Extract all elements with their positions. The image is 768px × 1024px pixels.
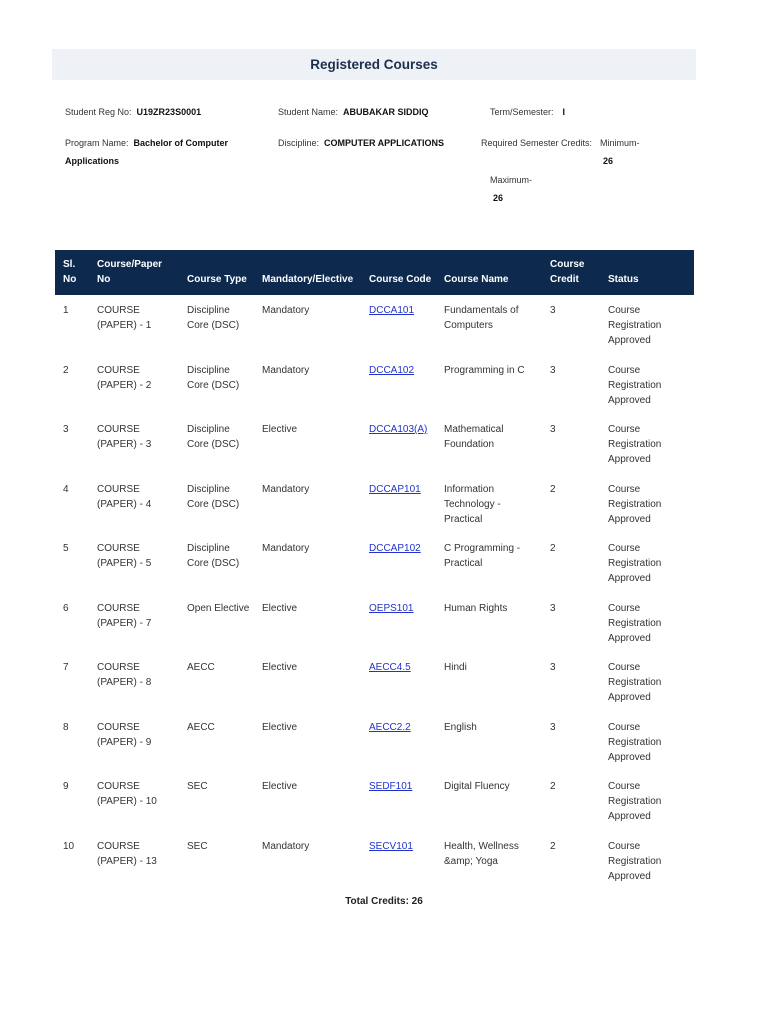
cell-sl-no: 5: [63, 543, 69, 554]
table-row: [55, 771, 694, 831]
cell-course-paper-no: COURSE (PAPER) - 5: [97, 543, 152, 569]
cell-course-type: SEC: [187, 781, 208, 792]
cell-status: Course Registration Approved: [608, 543, 662, 584]
cell-course-credit: 3: [550, 305, 556, 316]
cell-course-paper-no: COURSE (PAPER) - 7: [97, 602, 152, 629]
cell-course-type: SEC: [187, 840, 208, 852]
cell-sl-no: 3: [63, 424, 69, 435]
maximum-label: Maximum-: [490, 175, 532, 185]
cell-mandatory-elective: Elective: [262, 662, 298, 673]
cell-course-type: Discipline Core (DSC): [187, 543, 240, 569]
cell-sl-no: 4: [63, 483, 69, 495]
header-status: Status: [600, 250, 694, 295]
cell-sl-no: 2: [63, 364, 69, 376]
header-course-credit: Course Credit: [542, 250, 600, 295]
cell-course-code: [361, 295, 436, 355]
cell-course-name: C Programming - Practical: [444, 543, 521, 569]
cell-course-code: [361, 652, 436, 712]
cell-status: Course Registration Approved: [608, 781, 662, 822]
cell-sl-no: 9: [63, 781, 69, 792]
cell-course-code: [361, 712, 436, 772]
minimum-value: 26: [603, 156, 614, 166]
cell-course-paper-no: COURSE (PAPER) - 13: [97, 840, 157, 867]
table-row: [55, 414, 694, 474]
cell-status: Course Registration Approved: [608, 662, 662, 703]
cell-status: Course Registration Approved: [608, 305, 662, 346]
cell-status: Course Registration Approved: [608, 364, 662, 406]
cell-course-name: Digital Fluency: [444, 781, 510, 792]
student-name-value: ABUBAKAR SIDDIQ: [343, 107, 429, 117]
credits-label: Required Semester Credits:: [481, 138, 593, 148]
reg-no-value: U19ZR23S0001: [136, 107, 202, 117]
cell-course-paper-no: COURSE (PAPER) - 1: [97, 305, 152, 331]
cell-course-code: [361, 474, 436, 534]
course-code-link[interactable]: SEDF101: [369, 781, 413, 792]
cell-course-type: Open Elective: [187, 602, 250, 614]
course-code-link[interactable]: DCCA103(A): [369, 424, 428, 435]
cell-course-type: Discipline Core (DSC): [187, 364, 240, 391]
cell-course-type: Discipline Core (DSC): [187, 305, 240, 331]
cell-status: Course Registration Approved: [608, 721, 662, 763]
minimum-label: Minimum-: [600, 138, 640, 148]
table-header-row: [55, 250, 694, 295]
table-row: [55, 474, 694, 534]
cell-course-paper-no: COURSE (PAPER) - 8: [97, 662, 152, 688]
discipline-value: COMPUTER APPLICATIONS: [324, 138, 445, 148]
course-code-link[interactable]: DCCA102: [369, 364, 415, 376]
cell-mandatory-elective: Elective: [262, 602, 298, 614]
term-field: [490, 103, 565, 121]
term-value: I: [562, 107, 566, 117]
cell-course-credit: 2: [550, 543, 556, 554]
reg-no-field: [65, 103, 201, 121]
cell-sl-no: 10: [63, 840, 75, 852]
page-title: Registered Courses: [310, 57, 438, 72]
cell-status: Course Registration Approved: [608, 602, 662, 644]
cell-course-name: Mathematical Foundation: [444, 424, 504, 450]
course-code-link[interactable]: AECC2.2: [369, 721, 411, 733]
cell-status: Course Registration Approved: [608, 840, 662, 882]
header-course-name: Course Name: [436, 250, 542, 295]
course-code-link[interactable]: DCCA101: [369, 305, 415, 316]
cell-mandatory-elective: Mandatory: [262, 840, 310, 852]
cell-course-paper-no: COURSE (PAPER) - 3: [97, 424, 152, 450]
cell-course-name: Hindi: [444, 662, 467, 673]
title-bar: [52, 49, 696, 80]
header-mandatory-elective: Mandatory/Elective: [254, 250, 361, 295]
student-name-field: [278, 103, 429, 121]
cell-course-code: [361, 831, 436, 891]
cell-course-credit: 3: [550, 662, 556, 673]
table-row: [55, 295, 694, 355]
cell-course-paper-no: COURSE (PAPER) - 2: [97, 364, 152, 391]
cell-course-name: Programming in C: [444, 364, 525, 376]
cell-course-paper-no: COURSE (PAPER) - 10: [97, 781, 157, 807]
cell-course-paper-no: COURSE (PAPER) - 4: [97, 483, 152, 510]
cell-course-paper-no: COURSE (PAPER) - 9: [97, 721, 152, 748]
program-label: Program Name:: [65, 138, 129, 148]
table-row: [55, 593, 694, 653]
cell-status: Course Registration Approved: [608, 424, 662, 465]
table-body: [55, 295, 694, 890]
cell-course-type: Discipline Core (DSC): [187, 424, 240, 450]
cell-course-name: Information Technology - Practical: [444, 483, 501, 525]
cell-course-code: [361, 771, 436, 831]
cell-sl-no: 7: [63, 662, 69, 673]
maximum-value: 26: [493, 193, 504, 203]
maximum-field: [490, 171, 532, 207]
table-row: [55, 831, 694, 891]
term-label: Term/Semester:: [490, 107, 554, 117]
cell-status: Course Registration Approved: [608, 483, 662, 525]
cell-mandatory-elective: Elective: [262, 721, 298, 733]
cell-course-credit: 2: [550, 781, 556, 792]
cell-course-name: Health, Wellness &amp; Yoga: [444, 840, 519, 867]
student-name-label: Student Name:: [278, 107, 339, 117]
cell-course-credit: 3: [550, 424, 556, 435]
table-row: [55, 712, 694, 772]
cell-sl-no: 6: [63, 602, 69, 614]
course-code-link[interactable]: DCCAP102: [369, 543, 421, 554]
cell-course-name: Human Rights: [444, 602, 508, 614]
cell-mandatory-elective: Mandatory: [262, 364, 310, 376]
cell-mandatory-elective: Elective: [262, 424, 298, 435]
cell-course-name: English: [444, 721, 477, 733]
discipline-field: [278, 134, 444, 152]
course-code-link[interactable]: AECC4.5: [369, 662, 411, 673]
cell-course-code: [361, 593, 436, 653]
cell-sl-no: 1: [63, 305, 69, 316]
cell-mandatory-elective: Mandatory: [262, 543, 310, 554]
program-value-cont: Applications: [65, 156, 120, 166]
cell-course-credit: 3: [550, 602, 556, 614]
header-course-paper-no: Course/Paper No: [89, 250, 179, 295]
cell-course-type: AECC: [187, 721, 215, 733]
course-code-link[interactable]: DCCAP101: [369, 483, 421, 495]
course-code-link[interactable]: OEPS101: [369, 602, 414, 614]
cell-mandatory-elective: Mandatory: [262, 483, 310, 495]
cell-mandatory-elective: Mandatory: [262, 305, 310, 316]
courses-table: [55, 250, 694, 890]
cell-course-type: Discipline Core (DSC): [187, 483, 240, 510]
discipline-label: Discipline:: [278, 138, 320, 148]
program-field: [65, 134, 265, 170]
header-course-type: Course Type: [179, 250, 254, 295]
reg-no-label: Student Reg No:: [65, 107, 132, 117]
cell-course-credit: 3: [550, 364, 556, 376]
header-sl-no: Sl. No: [55, 250, 89, 295]
header-course-code: Course Code: [361, 250, 436, 295]
cell-course-type: AECC: [187, 662, 215, 673]
cell-course-credit: 2: [550, 840, 556, 852]
cell-course-credit: 3: [550, 721, 556, 733]
course-code-link[interactable]: SECV101: [369, 840, 413, 852]
cell-sl-no: 8: [63, 721, 69, 733]
table-row: [55, 355, 694, 415]
cell-course-code: [361, 414, 436, 474]
cell-course-credit: 2: [550, 483, 556, 495]
table-row: [55, 652, 694, 712]
cell-course-code: [361, 533, 436, 593]
total-credits: Total Credits: 26: [345, 896, 423, 907]
program-value: Bachelor of Computer: [133, 138, 229, 148]
cell-mandatory-elective: Elective: [262, 781, 298, 792]
minimum-field: [600, 134, 640, 170]
cell-course-name: Fundamentals of Computers: [444, 305, 519, 331]
cell-course-code: [361, 355, 436, 415]
table-row: [55, 533, 694, 593]
